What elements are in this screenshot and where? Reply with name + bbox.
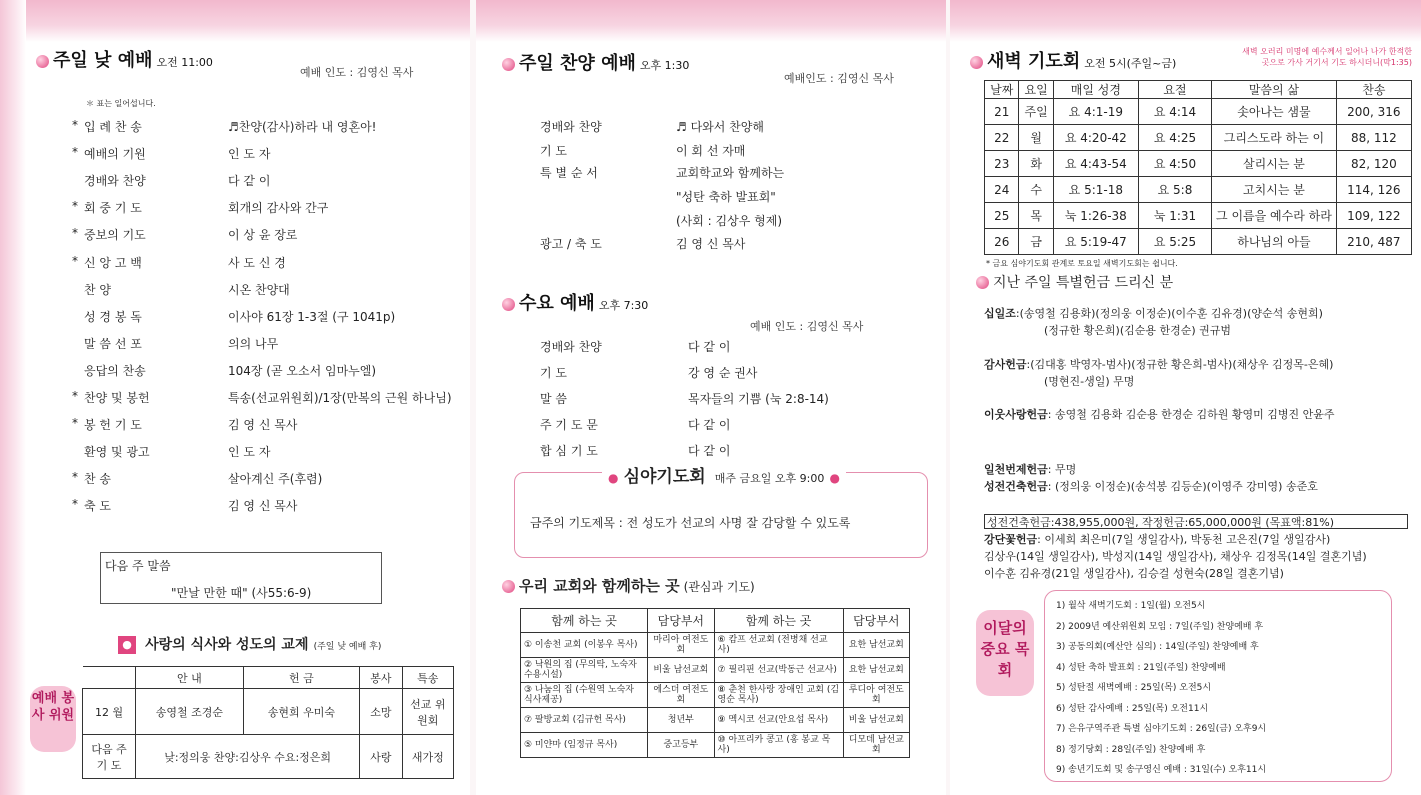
standing-mark: * xyxy=(72,145,78,160)
standing-note: ＊ 표는 일어섭니다. xyxy=(86,99,156,108)
mission-cell: 에스더 여전도회 xyxy=(648,683,714,708)
standing-mark: * xyxy=(72,389,78,403)
order-label: 환영 및 광고 xyxy=(84,445,150,460)
offering-names: : 송영철 김용화 김순용 한경순 김하원 황영미 김병진 안윤주 xyxy=(1047,408,1335,421)
praise-label: 경배와 찬양 xyxy=(540,120,602,134)
altar-line: 김상우(14일 생일감사), 박성지(14일 생일감사), 채상우 김정목(14일 결혼기념) xyxy=(984,550,1367,563)
offering-names: :(송영철 김용화)(정의웅 이정순)(이수훈 김유경)(양순석 송현희) xyxy=(1015,307,1323,320)
mission-cell: ⑤ 미얀마 (임정규 목사) xyxy=(521,733,648,758)
mission-header: 담당부서 xyxy=(843,609,909,633)
dawn-cell: 200, 316 xyxy=(1336,99,1411,125)
dawn-cell: 88, 112 xyxy=(1336,125,1411,151)
offering-names-cont: (명현진-생일) 무명 xyxy=(1044,375,1135,388)
monthly-pill: 이달의 중요 목회 xyxy=(976,610,1034,696)
dawn-cell: 요 4:25 xyxy=(1138,125,1211,151)
mission-title: 우리 교회와 함께하는 곳 (관심과 기도) xyxy=(502,575,755,596)
praise-value: 이 회 선 자매 xyxy=(676,144,746,158)
standing-mark: * xyxy=(72,470,78,485)
wednesday-service-title: 수요 예배 오후 7:30 xyxy=(502,289,648,315)
dawn-cell: 요 4:14 xyxy=(1138,99,1211,125)
order-label: 예배의 기원 xyxy=(84,147,146,162)
praise-value: ♬ 다와서 찬양해 xyxy=(676,120,764,134)
dawn-cell: 금 xyxy=(1019,229,1053,255)
order-label: 찬양 및 봉헌 xyxy=(84,391,150,405)
order-value: 인 도 자 xyxy=(228,445,271,460)
table-row xyxy=(985,177,1412,203)
offering-names-cont: (정규한 황은희)(김순용 한경순) 권규범 xyxy=(1044,324,1232,337)
fellowship-heading: ● 사랑의 식사와 성도의 교제 (주일 낮 예배 후) xyxy=(118,634,381,654)
wednesday-label: 경배와 찬양 xyxy=(540,340,602,354)
order-label: 성 경 봉 독 xyxy=(84,309,142,324)
dawn-verse: 새벽 오러리 미명에 예수께서 일어나 나가 한적한 곳으로 가사 거기서 기도 하시더니(막1:35) xyxy=(1242,47,1412,67)
dawn-cell: 요 5:8 xyxy=(1138,177,1211,203)
wednesday-label: 기 도 xyxy=(540,366,567,380)
standing-mark: * xyxy=(72,199,78,214)
offering-item xyxy=(984,406,1334,422)
monthly-item: 4) 성탄 축하 발표회 : 21일(주일) 찬양예배 xyxy=(1056,662,1226,673)
mission-cell: 비울 남선교회 xyxy=(648,658,714,683)
offering-label: 십일조 xyxy=(984,307,1016,320)
table-row: 12 월 송영철 조경순 송현희 우미숙 소망 선교 위원회 xyxy=(83,689,454,735)
table-row: 다음 주 기 도 낮:정의웅 찬양:김상우 수요:정은희 사랑 새가정 xyxy=(83,735,454,779)
dawn-cell: 114, 126 xyxy=(1336,177,1411,203)
offering-label: 일천번제헌금 xyxy=(984,463,1048,476)
dawn-cell: 월 xyxy=(1019,125,1053,151)
offering-label: 이웃사랑헌금 xyxy=(984,408,1048,421)
mission-cell: ⑥ 캄프 선교회 (전병채 선교사) xyxy=(714,633,843,658)
mission-cell: ⑦ 팔방교회 (김규헌 목사) xyxy=(521,708,648,733)
order-label: 응답의 찬송 xyxy=(84,363,146,378)
dawn-header: 찬송 xyxy=(1336,81,1411,99)
monthly-item: 9) 송년기도회 및 송구영신 예배 : 31일(수) 오후11시 xyxy=(1056,765,1267,775)
dawn-table xyxy=(984,80,1412,255)
table-row xyxy=(985,99,1412,125)
order-label: 입 례 찬 송 xyxy=(84,120,142,134)
order-label: 찬 송 xyxy=(84,472,111,487)
dawn-note: * 금요 심야기도회 관계로 토요일 새벽기도회는 쉽니다. xyxy=(986,259,1178,268)
dawn-cell: 24 xyxy=(985,177,1019,203)
dawn-header: 날짜 xyxy=(985,81,1019,99)
pink-bullet-icon xyxy=(502,580,515,593)
table-row xyxy=(521,658,910,683)
praise-label: 광고 / 축 도 xyxy=(540,237,602,251)
prayer-topic: 금주의 기도제목 : 전 성도가 선교의 사명 잘 감당할 수 있도록 xyxy=(530,516,851,530)
building-total: 성전건축헌금:438,955,000원, 작정헌금:65,000,000원 (목표액:81%) xyxy=(984,514,1408,529)
order-value: 시온 찬양대 xyxy=(228,282,290,297)
altar-flower-label: 강단꽃헌금: 이세희 최은미(7일 생일감사), 박동천 고은진(7일 생일감사) xyxy=(984,533,1331,546)
dawn-cell: 210, 487 xyxy=(1336,229,1411,255)
monthly-item: 8) 정기당회 : 28일(주일) 찬양예배 후 xyxy=(1056,744,1206,755)
praise-value: (사회 : 김상우 형제) xyxy=(676,214,782,228)
praise-value: 교회학교와 함께하는 xyxy=(676,166,785,180)
mission-cell: ⑦ 필리핀 선교(박동근 선교사) xyxy=(714,658,843,683)
dawn-cell: 솟아나는 샘물 xyxy=(1212,99,1337,125)
mission-cell: 비울 남선교회 xyxy=(843,708,909,733)
mission-header: 함께 하는 곳 xyxy=(714,609,843,633)
monthly-item: 3) 공동의회(예산안 심의) : 14일(주일) 찬양예배 후 xyxy=(1056,642,1259,652)
dawn-cell: 고치시는 분 xyxy=(1212,177,1337,203)
praise-label: 특 별 순 서 xyxy=(540,166,598,180)
monthly-item: 2) 2009년 예산위원회 모임 : 7일(주일) 찬양예배 후 xyxy=(1056,621,1264,632)
standing-mark: * xyxy=(72,226,78,241)
order-value: ♬찬양(감사)하라 내 영혼아! xyxy=(228,120,377,134)
wednesday-value: 다 같 이 xyxy=(688,418,731,432)
wednesday-value: 다 같 이 xyxy=(688,340,731,354)
wednesday-label: 합 심 기 도 xyxy=(540,444,598,458)
monthly-item: 5) 성탄절 새벽예배 : 25일(목) 오전5시 xyxy=(1056,683,1212,693)
wednesday-value: 목자들의 기쁨 (눅 2:8-14) xyxy=(688,392,829,406)
offering-names: :(김대홍 박영자-범사)(정규한 황은희-범사)(채상우 김정목-은혜) xyxy=(1026,358,1334,371)
duty-pill: 예배 봉사 위원 xyxy=(30,686,76,752)
dawn-cell: 22 xyxy=(985,125,1019,151)
next-week-label: 다음 주 말씀 xyxy=(105,559,171,573)
mission-cell: ③ 나눔의 집 (수원역 노숙자 식사제공) xyxy=(521,683,648,708)
dawn-header: 요절 xyxy=(1138,81,1211,99)
table-row xyxy=(985,151,1412,177)
mission-header: 함께 하는 곳 xyxy=(521,609,648,633)
dawn-cell: 하나님의 아들 xyxy=(1212,229,1337,255)
order-label: 신 앙 고 백 xyxy=(84,255,142,270)
duty-header: 헌 금 xyxy=(243,667,360,689)
duty-table xyxy=(82,666,454,779)
pink-bullet-icon xyxy=(36,55,49,68)
dawn-cell: 살리시는 분 xyxy=(1212,151,1337,177)
wednesday-value: 강 영 순 권사 xyxy=(688,366,758,380)
mission-cell: 요한 남선교회 xyxy=(843,633,909,658)
middle-panel xyxy=(476,0,946,795)
dawn-cell: 109, 122 xyxy=(1336,203,1411,229)
dawn-header: 요일 xyxy=(1019,81,1053,99)
mission-cell: ⑩ 아프리카 콩고 (홍 봉교 목사) xyxy=(714,733,843,758)
order-value: 김 영 신 목사 xyxy=(228,499,298,514)
table-row xyxy=(521,733,910,758)
next-week-word-box xyxy=(100,552,382,604)
mission-cell: 디모데 남선교회 xyxy=(843,733,909,758)
order-value: 의의 나무 xyxy=(228,336,279,351)
table-row xyxy=(521,683,910,708)
monthly-item: 6) 성탄 감사예배 : 25일(목) 오전11시 xyxy=(1056,703,1209,714)
dawn-cell: 목 xyxy=(1019,203,1053,229)
dawn-cell: 그 이름을 예수라 하라 xyxy=(1212,203,1337,229)
dawn-cell: 주일 xyxy=(1019,99,1053,125)
dawn-cell: 요 4:20-42 xyxy=(1053,125,1138,151)
dawn-cell: 요 4:50 xyxy=(1138,151,1211,177)
mission-cell: 요한 남선교회 xyxy=(843,658,909,683)
dawn-cell: 눅 1:31 xyxy=(1138,203,1211,229)
dawn-cell: 요 4:43-54 xyxy=(1053,151,1138,177)
offering-item xyxy=(984,478,1318,494)
dawn-header: 매일 성경 xyxy=(1053,81,1138,99)
standing-mark: * xyxy=(72,118,78,132)
order-label: 중보의 기도 xyxy=(84,228,146,243)
order-value: 인 도 자 xyxy=(228,147,271,162)
apple-icon: ● xyxy=(118,636,136,654)
duty-header: 봉사 xyxy=(360,667,402,689)
mission-cell: 마리아 여전도회 xyxy=(648,633,714,658)
dawn-cell: 82, 120 xyxy=(1336,151,1411,177)
pink-bullet-icon xyxy=(970,56,983,69)
order-label: 찬 양 xyxy=(84,282,111,297)
order-value: 사 도 신 경 xyxy=(228,255,286,270)
duty-header: 특송 xyxy=(402,667,453,689)
dawn-cell: 요 5:19-47 xyxy=(1053,229,1138,255)
wednesday-label: 말 씀 xyxy=(540,392,567,406)
dawn-cell: 요 5:1-18 xyxy=(1053,177,1138,203)
pink-bullet-icon xyxy=(502,298,515,311)
wednesday-value: 다 같 이 xyxy=(688,444,731,458)
dawn-cell: 눅 1:26-38 xyxy=(1053,203,1138,229)
order-label: 경배와 찬양 xyxy=(84,174,146,189)
mission-cell: ② 낙원의 집 (무의탁, 노숙자 수용시설) xyxy=(521,658,648,683)
order-value: 살아계신 주(후렴) xyxy=(228,472,323,487)
sunday-service-title: 주일 낮 예배 오전 11:00 xyxy=(36,46,213,72)
order-label: 말 씀 선 포 xyxy=(84,336,142,351)
order-value: 김 영 신 목사 xyxy=(228,418,298,433)
order-label: 봉 헌 기 도 xyxy=(84,418,142,433)
praise-service-title: 주일 찬양 예배 오후 1:30 xyxy=(502,49,689,75)
order-value: 특송(선교위원회)/1장(만복의 근원 하나님) xyxy=(228,391,452,405)
mission-cell: 중고등부 xyxy=(648,733,714,758)
standing-mark: * xyxy=(72,497,78,512)
left-panel xyxy=(0,0,470,795)
service-leader: 예배 인도 : 김영신 목사 xyxy=(300,66,414,79)
mission-header: 담당부서 xyxy=(648,609,714,633)
table-row xyxy=(985,125,1412,151)
dawn-prayer-title: 새벽 기도회 오전 5시(주일~금) xyxy=(970,47,1176,73)
praise-value: "성탄 축하 발표회" xyxy=(676,190,776,204)
mission-cell: 청년부 xyxy=(648,708,714,733)
order-value: 104장 (곧 오소서 임마누엘) xyxy=(228,363,377,378)
table-row xyxy=(521,708,910,733)
dawn-cell: 요 4:1-19 xyxy=(1053,99,1138,125)
offering-title: 지난 주일 특별헌금 드리신 분 xyxy=(976,272,1173,292)
order-label: 회 중 기 도 xyxy=(84,201,142,216)
wednesday-leader: 예배 인도 : 김영신 목사 xyxy=(750,320,864,333)
praise-value: 김 영 신 목사 xyxy=(676,237,746,251)
duty-header: 안 내 xyxy=(136,667,244,689)
night-prayer-heading: ● 심야기도회 매주 금요일 오후 9:00 ● xyxy=(602,462,846,487)
monthly-item: 7) 은유구역주관 특별 심야기도회 : 26일(금) 오후9시 xyxy=(1056,724,1267,734)
order-value: 이사야 61장 1-3절 (구 1041p) xyxy=(228,309,396,324)
offering-names: : (정의웅 이정순)(송석봉 김등순)(이영주 강미영) 송준호 xyxy=(1047,480,1318,493)
order-value: 다 같 이 xyxy=(228,174,271,189)
dawn-header: 말씀의 삶 xyxy=(1212,81,1337,99)
offering-label: 감사헌금 xyxy=(984,358,1027,371)
praise-leader: 예배인도 : 김영신 목사 xyxy=(784,72,894,85)
dawn-cell: 요 5:25 xyxy=(1138,229,1211,255)
table-row xyxy=(985,229,1412,255)
order-value: 회개의 감사와 간구 xyxy=(228,201,329,216)
dawn-cell: 25 xyxy=(985,203,1019,229)
table-row xyxy=(521,633,910,658)
offering-item xyxy=(984,356,1333,372)
mission-cell: 루디아 여전도회 xyxy=(843,683,909,708)
offering-item xyxy=(984,461,1076,477)
table-row xyxy=(985,203,1412,229)
wednesday-label: 주 기 도 문 xyxy=(540,418,598,432)
dawn-cell: 그리스도라 하는 이 xyxy=(1212,125,1337,151)
dawn-cell: 수 xyxy=(1019,177,1053,203)
mission-table xyxy=(520,608,910,758)
standing-mark: * xyxy=(72,253,78,268)
pink-bullet-icon xyxy=(502,58,515,71)
standing-mark: * xyxy=(72,416,78,431)
dawn-cell: 21 xyxy=(985,99,1019,125)
pink-bullet-icon xyxy=(976,276,989,289)
order-value: 이 상 윤 장로 xyxy=(228,228,298,243)
mission-cell: ① 이송천 교회 (이봉우 목사) xyxy=(521,633,648,658)
altar-line: 이수훈 김유경(21일 생일감사), 김승걸 성현숙(28일 결혼기념) xyxy=(984,567,1284,580)
offering-names: : 무명 xyxy=(1047,463,1077,476)
offering-item xyxy=(984,305,1323,321)
order-label: 축 도 xyxy=(84,499,111,514)
monthly-item: 1) 월삭 새벽기도회 : 1일(월) 오전5시 xyxy=(1056,601,1206,611)
dawn-cell: 화 xyxy=(1019,151,1053,177)
offering-label: 성전건축헌금 xyxy=(984,480,1048,493)
praise-label: 기 도 xyxy=(540,144,567,158)
right-panel xyxy=(950,0,1421,795)
next-week-word: "만날 만한 때" (사55:6-9) xyxy=(171,586,312,600)
dawn-cell: 26 xyxy=(985,229,1019,255)
mission-cell: ⑧ 춘천 한사랑 장애인 교회 (김영순 목사) xyxy=(714,683,843,708)
dawn-cell: 23 xyxy=(985,151,1019,177)
mission-cell: ⑨ 멕시코 선교(안요섭 목사) xyxy=(714,708,843,733)
